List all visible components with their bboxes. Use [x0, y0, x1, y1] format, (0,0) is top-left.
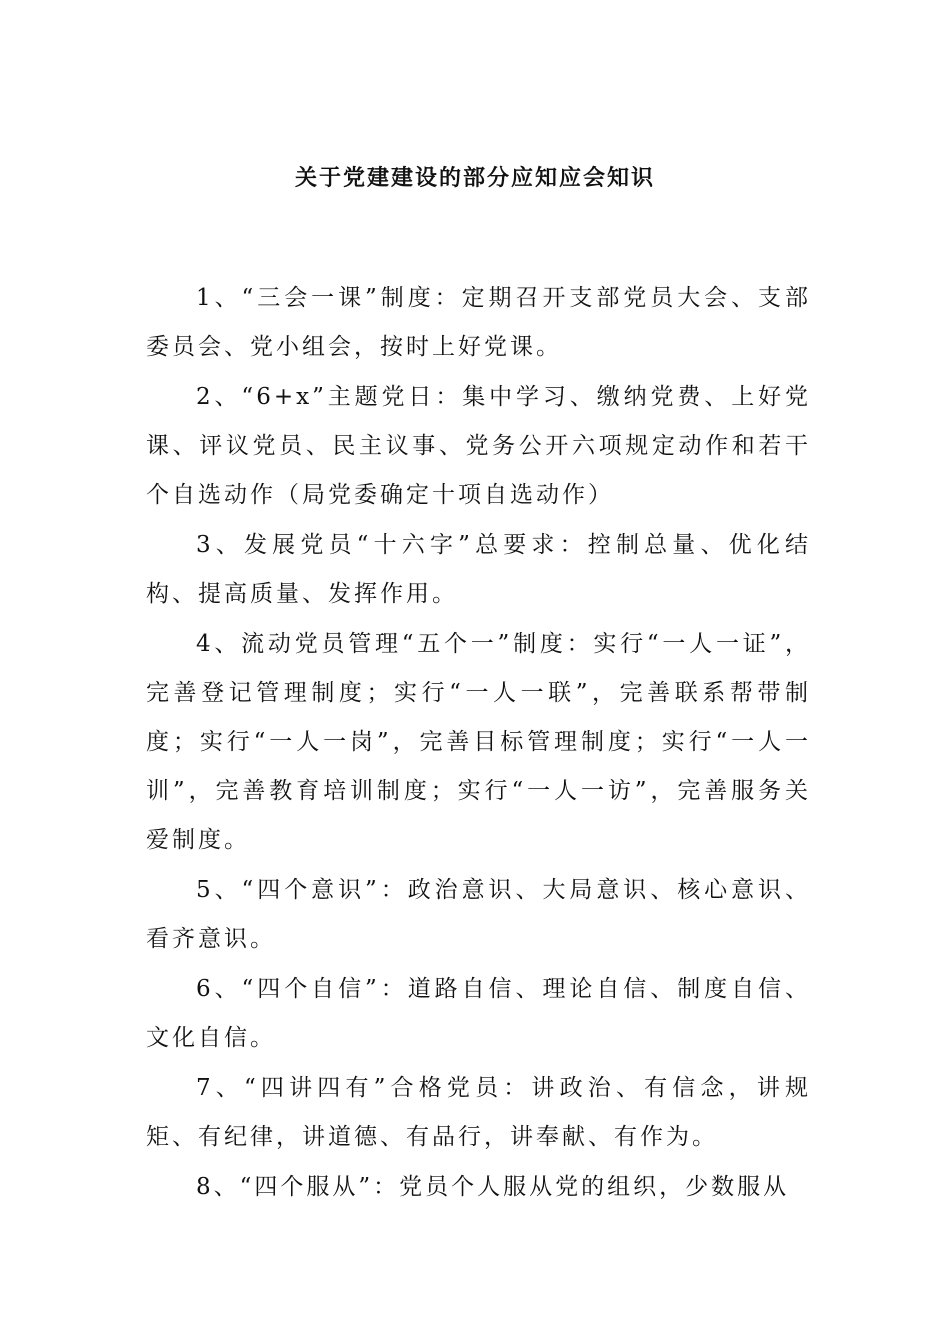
paragraph-item-1: 1、“三会一课”制度：定期召开支部党员大会、支部委员会、党小组会，按时上好党课。 [146, 285, 811, 360]
paragraph-item-2: 2、“6+x”主题党日：集中学习、缴纳党费、上好党课、评议党员、民主议事、党务公开六项规定动作和若干个自选动作（局党委确定十项自选动作） [146, 384, 811, 508]
document-body [146, 274, 811, 1212]
paragraph-item-5: 5、“四个意识”：政治意识、大局意识、核心意识、看齐意识。 [146, 877, 811, 952]
paragraph-item-8: 8、“四个服从”：党员个人服从党的组织，少数服从 [196, 1174, 790, 1200]
paragraph-item-4: 4、流动党员管理“五个一”制度：实行“一人一证”，完善登记管理制度；实行“一人一联”，完善联系帮带制度；实行“一人一岗”，完善目标管理制度；实行“一人一训”，完善教育培训制度；实行“一人一访”，完善服务关爱制度。 [146, 631, 811, 853]
document-title: 关于党建建设的部分应知应会知识 [294, 165, 655, 191]
paragraph-item-7: 7、“四讲四有”合格党员：讲政治、有信念，讲规矩、有纪律，讲道德、有品行，讲奉献、有作为。 [146, 1075, 811, 1150]
paragraph-item-6: 6、“四个自信”：道路自信、理论自信、制度自信、文化自信。 [146, 976, 811, 1051]
paragraph-item-3: 3、发展党员“十六字”总要求：控制总量、优化结构、提高质量、发挥作用。 [146, 532, 811, 607]
